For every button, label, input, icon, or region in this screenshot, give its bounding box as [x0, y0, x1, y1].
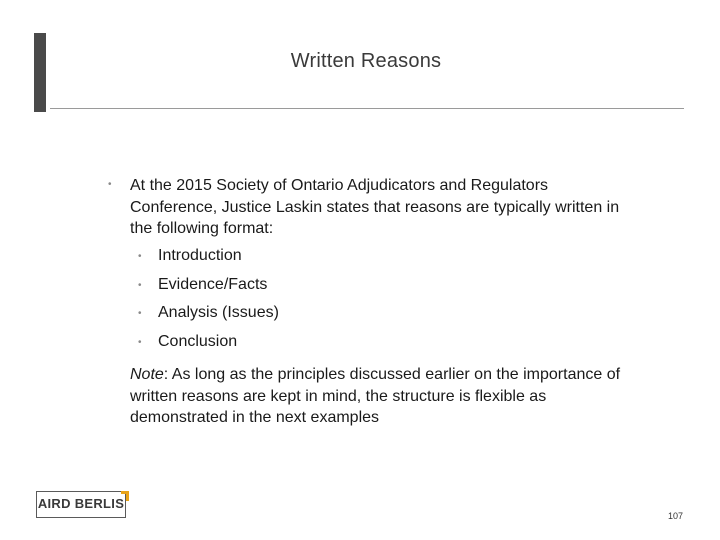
slide-title: Written Reasons	[290, 50, 442, 72]
bullet-icon: •	[138, 279, 142, 291]
logo-accent-vertical	[126, 491, 129, 501]
list-item	[138, 244, 279, 273]
list-item	[138, 330, 279, 359]
main-bullet-icon: •	[108, 179, 112, 190]
list-item-label: Conclusion	[158, 332, 238, 350]
list-item	[138, 301, 279, 330]
bullet-icon: •	[138, 251, 142, 262]
bullet-icon: •	[138, 336, 142, 348]
note-label: Note	[130, 366, 164, 383]
main-bullet-text: At the 2015 Society of Ontario Adjudicators and Regulators Conference, Justice Laskin states that reasons are typically written in the following format:	[130, 177, 620, 237]
title-accent-bar	[34, 33, 46, 112]
list-item-label: Evidence/Facts	[158, 275, 268, 293]
note-text: : As long as the principles discussed earlier on the importance of written reasons are kept in mind, the structure is flexible as demonstrated in the next examples	[130, 366, 621, 426]
list-item-label: Introduction	[158, 247, 242, 264]
bullet-icon: •	[138, 308, 142, 319]
format-list	[138, 244, 279, 358]
list-item-label: Analysis (Issues)	[158, 304, 279, 321]
list-item	[138, 273, 279, 302]
note-paragraph	[130, 364, 630, 429]
aird-berlis-logo	[36, 491, 129, 520]
title-divider	[50, 108, 684, 109]
logo-text: AIRD BERLIS	[37, 496, 125, 511]
page-number: 107	[668, 511, 684, 521]
